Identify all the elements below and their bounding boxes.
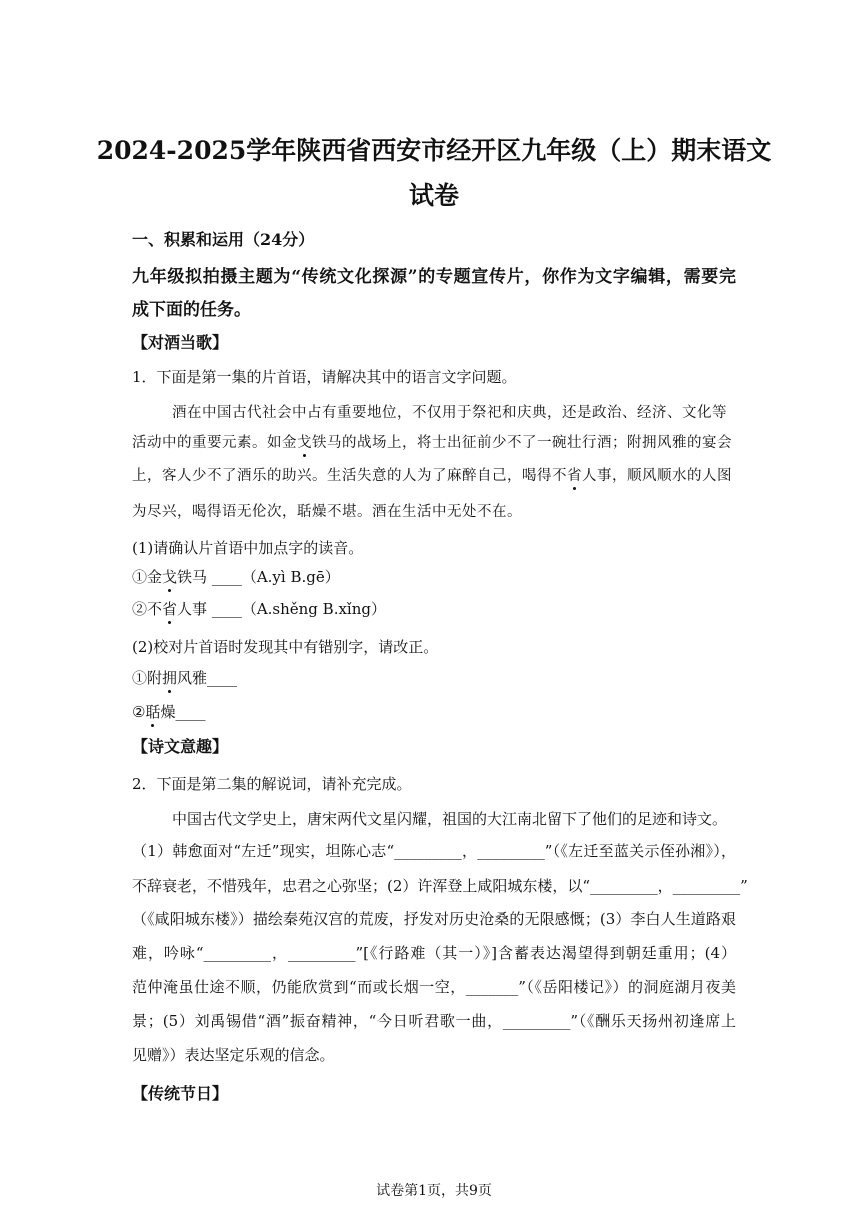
- passage-line: 上，客人少不了酒乐的助兴。生活失意的人为了麻醉自己，喝得不省人事，顺风顺水的人图: [132, 464, 736, 485]
- part-heading-festivals: 【传统节日】: [132, 1084, 229, 1103]
- question-2: 2．下面是第二集的解说词，请补充完成。: [132, 775, 412, 793]
- commentary-line: 范仲淹虽仕途不顺，仍能欣赏到“而或长烟一空，_______”（《岳阳楼记》）的洞庭湖月夜美: [132, 978, 736, 996]
- sub-question-1: (1)请确认片首语中加点字的读音。: [132, 539, 364, 557]
- section-intro-line2: 成下面的任务。: [132, 300, 251, 320]
- page-footer: 试卷第1页，共9页: [376, 1183, 492, 1199]
- question-1: 1．下面是第一集的片首语，请解决其中的语言文字问题。: [132, 368, 517, 386]
- dotted-char: 戈: [162, 568, 178, 586]
- answer-blank[interactable]: ____: [207, 669, 238, 687]
- dotted-char: 戈: [297, 431, 312, 452]
- sub-question-2: (2)校对片首语时发现其中有错别字，请改正。: [132, 638, 439, 656]
- passage-line: 酒在中国古代社会中占有重要地位，不仅用于祭祀和庆典，还是政治、经济、文化等: [172, 405, 727, 421]
- commentary-line: （《咸阳城东楼》）描绘秦苑汉宫的荒废，抒发对历史沧桑的无限感慨；(3）李白人生道路艰: [132, 910, 736, 928]
- commentary-line: 见赠》）表达坚定乐观的信念。: [132, 1046, 335, 1064]
- part-heading-poetry: 【诗文意趣】: [132, 737, 229, 756]
- commentary-line: 中国古代文学史上，唐宋两代文星闪耀，祖国的大江南北留下了他们的足迹和诗文。: [172, 810, 728, 828]
- answer-blank[interactable]: ____: [175, 703, 206, 721]
- commentary-line: 景；(5）刘禹锡借“酒”振奋精神，“今日听君歌一曲，_________”（《酬乐天扬州初逢席上: [132, 1012, 736, 1030]
- passage-line: 活动中的重要元素。如金戈铁马的战场上，将士出征前少不了一碗壮行酒；附拥风雅的宴会: [132, 431, 736, 452]
- typo-item: ①附拥风雅____: [132, 669, 238, 687]
- commentary-line: 难，吟咏“_________，_________”[《行路难（其一）》]含蓄表达渴望得到朝廷重用；(4）: [132, 944, 736, 962]
- commentary-line: 不辞衰老，不惜残年，忠君之心弥坚；(2）许浑登上咸阳城东楼，以“_________，_________”: [132, 877, 748, 895]
- exam-title-line1: 2024-2025学年陕西省西安市经开区九年级（上）期末语文: [96, 136, 772, 165]
- dotted-char: 省: [567, 464, 582, 485]
- dotted-char: 聒: [145, 703, 161, 721]
- section-intro-line1: 九年级拟拍摄主题为“传统文化探源”的专题宣传片，你作为文字编辑，需要完: [132, 267, 736, 287]
- pinyin-item: ①金戈铁马 ____（A.yì B.gē）: [132, 568, 340, 586]
- passage-line: 为尽兴，喝得语无伦次，聒燥不堪。酒在生活中无处不在。: [132, 504, 522, 520]
- part-heading-drinking: 【对酒当歌】: [132, 333, 229, 352]
- dotted-char: 拥: [162, 669, 178, 687]
- dotted-char: 省: [162, 600, 178, 618]
- pinyin-item: ②不省人事 ____（A.shěng B.xǐng）: [132, 600, 386, 618]
- exam-title-line2: 试卷: [408, 181, 459, 210]
- commentary-line: （1）韩愈面对“左迁”现实，坦陈心志“_________，_________”（《左迁至蓝关示侄孙湘》），: [132, 842, 736, 860]
- typo-item: ②聒燥____: [132, 703, 206, 721]
- section-heading: 一、积累和运用（24分）: [132, 230, 315, 249]
- answer-blank[interactable]: ____: [211, 568, 242, 586]
- answer-blank[interactable]: ____: [211, 600, 242, 618]
